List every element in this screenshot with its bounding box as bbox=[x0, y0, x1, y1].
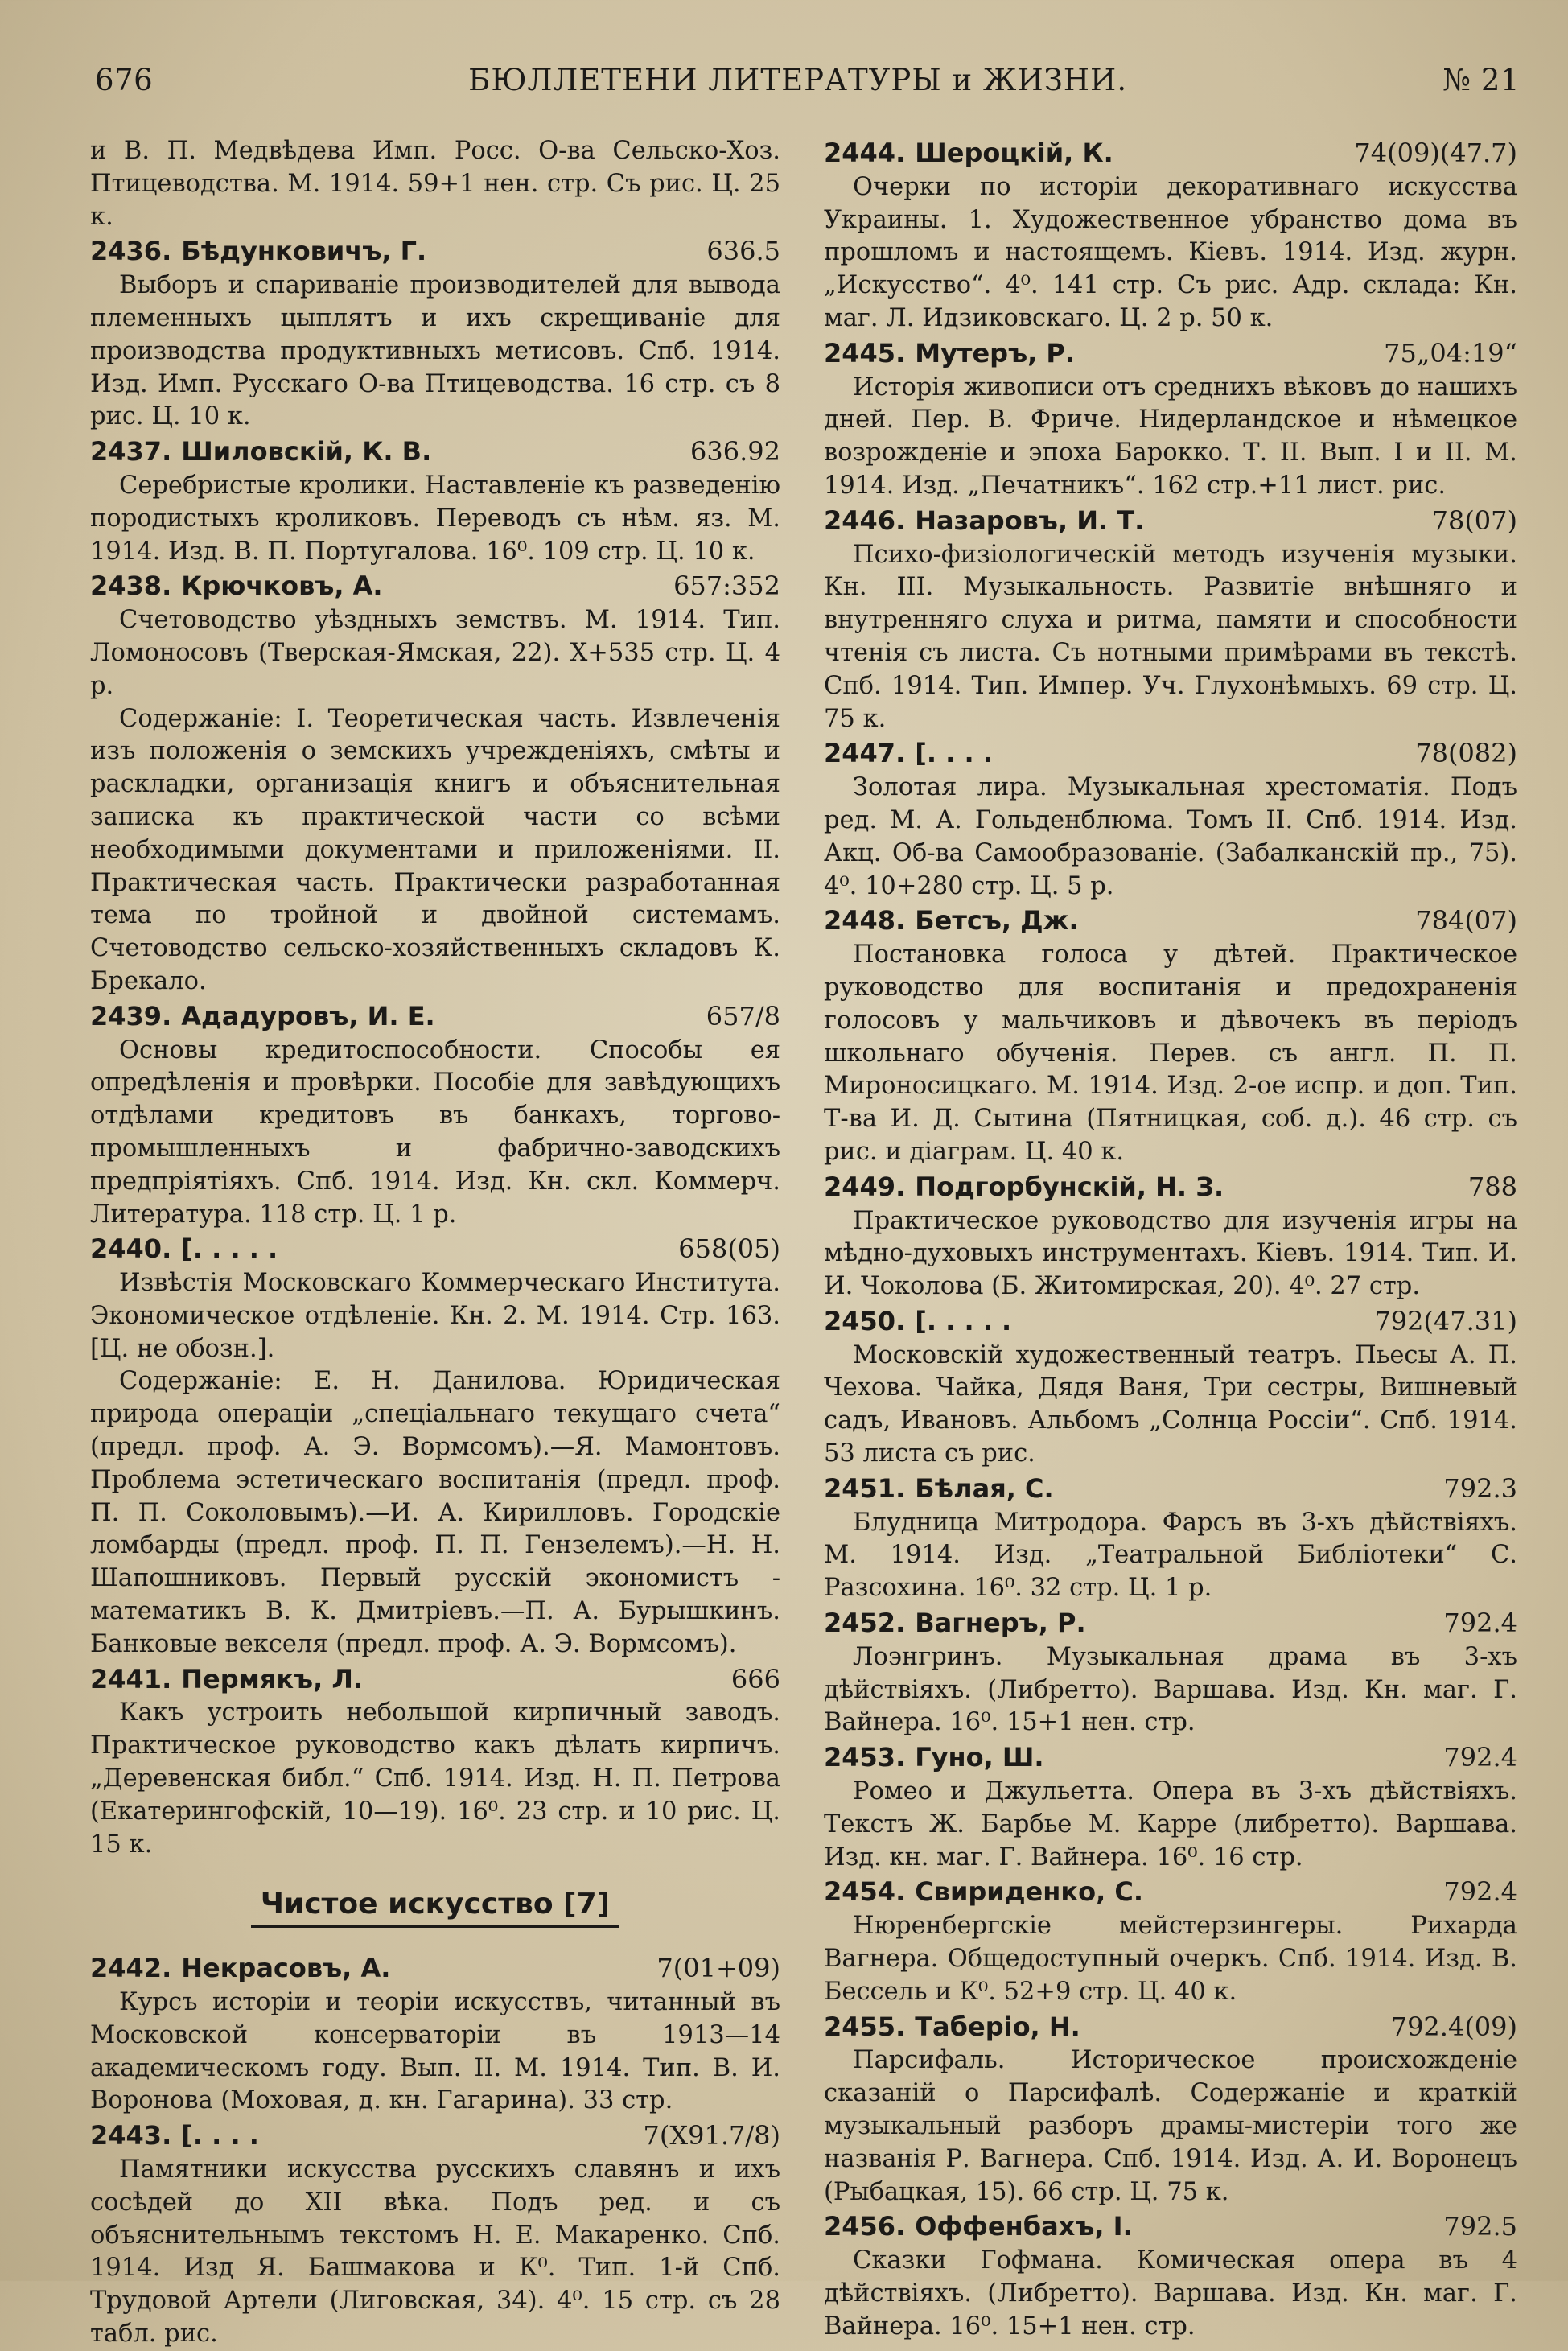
entry-number: 2440. bbox=[90, 1233, 172, 1265]
entry-heading bbox=[90, 235, 780, 270]
entry-number: 2449. bbox=[824, 1171, 906, 1202]
entry-author: Крючковъ, А. bbox=[181, 570, 383, 602]
bibliography-entry bbox=[824, 1741, 1517, 1874]
entry-description: Сказки Гофмана. Комическая опера въ 4 дѣйствіяхъ. (Либретто). Варшава. Изд. Кн. маг. Г. Вайнера. 16⁰. 15+1 нен. стр. bbox=[824, 2246, 1517, 2341]
entry-heading bbox=[824, 337, 1517, 372]
entry-number: 2454. bbox=[824, 1876, 906, 1908]
entry-author: [. . . . . bbox=[915, 1305, 1012, 1336]
entry-description: Серебристые кролики. Наставленіе къ разведенію породистыхъ кроликовъ. Переводъ съ нѣм. яз. М. 1914. Изд. В. П. Португалова. 16⁰. 109 стр. Ц. 10 к. bbox=[90, 471, 780, 566]
entry-number: 2446. bbox=[824, 504, 906, 536]
entry-number-author bbox=[90, 1663, 363, 1698]
entry-heading bbox=[824, 2011, 1517, 2045]
entry-number-author bbox=[90, 1233, 278, 1267]
entry-author: Оффенбахъ, I. bbox=[915, 2211, 1133, 2242]
entry-number-author bbox=[824, 137, 1113, 171]
entry-description: Содержаніе: Е. Н. Данилова. Юридическая природа операціи „спеціальнаго текущаго счета“ (предл. проф. А. Э. Вормсомъ).—Я. Мамонтовъ. Проблема эстетическаго воспитанія (предл. проф. П. П. Соколовымъ).—И. А. Кирилловъ. Городскіе ломбарды (предл. проф. П. П. Гензелемъ).—Н. Н. Шапошниковъ. Первый русскій экономистъ - математикъ В. К. Дмитріевъ.—П. А. Бурышкинъ. Банковые векселя (предл. проф. А. Э. Вормсомъ). bbox=[90, 1367, 780, 1658]
entry-classification: 74(09)(47.7) bbox=[1354, 138, 1517, 168]
right-column bbox=[824, 135, 1517, 2344]
page-header bbox=[95, 63, 1520, 111]
entry-author: [. . . . . bbox=[181, 1233, 278, 1265]
entry-number-author bbox=[90, 235, 426, 270]
entry-author: Пермякъ, Л. bbox=[181, 1663, 364, 1694]
entry-number: 2441. bbox=[90, 1663, 172, 1694]
entry-description: Основы кредитоспособности. Способы ея опредѣленія и провѣрки. Пособіе для завѣдующихъ отдѣлами кредитовъ въ банкахъ, торгово-промышленныхъ и фабрично-заводскихъ предпріятіяхъ. Спб. 1914. Изд. Кн. скл. Коммерч. Литература. 118 стр. Ц. 1 р. bbox=[90, 1036, 780, 1229]
entry-classification: 7(X91.7/8) bbox=[643, 2120, 780, 2151]
entry-classification: 784(07) bbox=[1415, 905, 1517, 937]
entry-number: 2436. bbox=[90, 236, 172, 267]
entry-number-author bbox=[824, 2011, 1080, 2045]
entry-heading bbox=[90, 1663, 780, 1698]
issue-number: № 21 bbox=[1442, 63, 1520, 97]
entry-number: 2451. bbox=[824, 1472, 906, 1504]
bibliography-entry bbox=[90, 1952, 780, 2118]
entry-author: Мутеръ, Р. bbox=[915, 337, 1076, 369]
entry-description: Парсифаль. Историческое происхожденіе сказаній о Парсифалѣ. Содержаніе и краткій музыкальный разборъ драмы-мистеріи того же названія Р. Вагнера. Спб. 1914. Изд. А. И. Воронецъ (Рыбацкая, 15). 66 стр. Ц. 75 к. bbox=[824, 2046, 1517, 2206]
entry-heading bbox=[824, 904, 1517, 939]
entry-number: 2439. bbox=[90, 1000, 172, 1031]
entry-number-author bbox=[824, 337, 1075, 372]
bibliography-entry bbox=[824, 2210, 1517, 2343]
bibliography-entry bbox=[824, 337, 1517, 503]
entry-heading bbox=[824, 504, 1517, 539]
entry-number-author bbox=[90, 1952, 390, 1987]
bibliography-entry bbox=[90, 235, 780, 434]
entry-author: Назаровъ, И. Т. bbox=[915, 504, 1145, 536]
entry-classification: 636.5 bbox=[706, 236, 780, 267]
entry-description: Очерки по исторіи декоративнаго искусства Украины. 1. Художественное убранство дома въ прошломъ и настоящемъ. Кіевъ. 1914. Изд. журн. „Искусство“. 4⁰. 141 стр. Съ рис. Адр. склада: Кн. маг. Л. Идзиковскаго. Ц. 2 р. 50 к. bbox=[824, 172, 1517, 332]
continued-entry-text: и В. П. Медвѣдева Имп. Росс. О-ва Сельско-Хоз. Птицеводства. М. 1914. 59+1 нен. стр. Съ рис. Ц. 25 к. bbox=[90, 137, 780, 231]
entry-author: Некрасовъ, А. bbox=[181, 1953, 391, 1984]
entry-author: Шероцкій, К. bbox=[915, 138, 1113, 168]
entry-author: Подгорбунскій, Н. З. bbox=[915, 1171, 1224, 1202]
entry-number: 2443. bbox=[90, 2120, 172, 2151]
entry-number-author bbox=[90, 2119, 259, 2154]
entry-description: Постановка голоса у дѣтей. Практическое руководство для воспитанія и предохраненія голосовъ у мальчиковъ и дѣвочекъ въ періодъ школьнаго обученія. Перев. съ англ. П. П. Мироносицкаго. М. 1914. Изд. 2-ое испр. и доп. Тип. Т-ва И. Д. Сытина (Пятницкая, соб. д.). 46 стр. съ рис. и діаграм. Ц. 40 к. bbox=[824, 941, 1517, 1166]
bibliography-entry bbox=[824, 2011, 1517, 2209]
entry-classification: 792.4(09) bbox=[1390, 2011, 1517, 2042]
entry-description: Психо-физіологическій методъ изученія музыки. Кн. III. Музыкальность. Развитіе внѣшняго и внутренняго слуха и ритма, памяти и способности чтенія съ листа. Съ нотными примѣрами въ текстѣ. Спб. 1914. Тип. Импер. Уч. Глухонѣмыхъ. 69 стр. Ц. 75 к. bbox=[824, 540, 1517, 733]
entry-number: 2453. bbox=[824, 1742, 906, 1773]
entry-heading bbox=[90, 1952, 780, 1987]
entry-number: 2452. bbox=[824, 1608, 906, 1639]
entry-number-author bbox=[90, 570, 383, 604]
entry-number: 2444. bbox=[824, 138, 906, 168]
entry-description: Нюренбергскіе мейстерзингеры. Рихарда Вагнера. Общедоступный очеркъ. Спб. 1914. Изд. В. Бессель и К⁰. 52+9 стр. Ц. 40 к. bbox=[824, 1912, 1517, 2006]
entries-list-right bbox=[824, 137, 1517, 2344]
entry-description: Памятники искусства русскихъ славянъ и ихъ сосѣдей до XII вѣка. Подъ ред. и съ объяснительнымъ текстомъ Н. Е. Макаренко. Спб. 1914. Изд Я. Башмакова и К⁰. Тип. 1-й Спб. Трудовой Артели (Лиговская, 34). 4⁰. 15 стр. съ 28 табл. рис. bbox=[90, 2155, 780, 2348]
bibliography-entry bbox=[90, 1000, 780, 1232]
entry-author: Бѣлая, С. bbox=[915, 1472, 1054, 1504]
entry-author: [. . . . bbox=[915, 738, 993, 769]
entry-heading bbox=[90, 570, 780, 604]
entry-number-author bbox=[824, 1305, 1011, 1340]
entry-heading bbox=[824, 737, 1517, 772]
entry-number: 2437. bbox=[90, 436, 172, 467]
bibliography-entry bbox=[824, 1607, 1517, 1740]
entry-classification: 792(47.31) bbox=[1374, 1305, 1517, 1336]
entry-description: Ромео и Джульетта. Опера въ 3-хъ дѣйствіяхъ. Текстъ Ж. Барбье М. Карре (либретто). Варшава. Изд. кн. маг. Г. Вайнера. 16⁰. 16 стр. bbox=[824, 1777, 1517, 1871]
entry-number: 2455. bbox=[824, 2011, 906, 2042]
entry-classification: 792.4 bbox=[1443, 1742, 1517, 1773]
entry-description: Счетоводство уѣздныхъ земствъ. М. 1914. Тип. Ломоносовъ (Тверская-Ямская, 22). X+535 стр. Ц. 4 р. bbox=[90, 606, 780, 700]
entry-classification: 78(082) bbox=[1415, 738, 1517, 769]
entry-classification: 657/8 bbox=[706, 1000, 780, 1031]
entry-description: Исторія живописи отъ среднихъ вѣковъ до нашихъ дней. Пер. В. Фриче. Нидерландское и нѣмецкое возрожденіе и эпоха Барокко. Т. II. Вып. I и II. М. 1914. Изд. „Печатникъ“. 162 стр.+11 лист. рис. bbox=[824, 373, 1517, 500]
entry-number: 2450. bbox=[824, 1305, 906, 1336]
entry-author: Гуно, Ш. bbox=[915, 1742, 1044, 1773]
entry-number: 2438. bbox=[90, 570, 172, 602]
bibliography-entry bbox=[824, 904, 1517, 1168]
entry-heading bbox=[824, 1741, 1517, 1776]
entry-description: Какъ устроить небольшой кирпичный заводъ. Практическое руководство какъ дѣлать кирпичъ. „Деревенская библ.“ Спб. 1914. Изд. Н. П. Петрова (Екатерингофскій, 10—19). 16⁰. 23 стр. и 10 рис. Ц. 15 к. bbox=[90, 1698, 780, 1859]
entry-classification: 78(07) bbox=[1431, 504, 1517, 536]
entries-list-a bbox=[90, 235, 780, 1861]
entry-author: Ададуровъ, И. Е. bbox=[181, 1000, 435, 1031]
bibliography-entry bbox=[824, 137, 1517, 336]
left-column bbox=[90, 135, 780, 2351]
entry-number-author bbox=[824, 1875, 1143, 1910]
bibliography-entry bbox=[90, 2119, 780, 2351]
entry-heading bbox=[824, 137, 1517, 171]
entry-number-author bbox=[824, 1741, 1044, 1776]
entry-description: Практическое руководство для изученія игры на мѣдно-духовыхъ инструментахъ. Кіевъ. 1914. Тип. И. И. Чоколова (Б. Житомирская, 20). 4⁰. 27 стр. bbox=[824, 1206, 1517, 1301]
entry-number: 2442. bbox=[90, 1953, 172, 1984]
entry-classification: 792.3 bbox=[1443, 1472, 1517, 1504]
entry-number-author bbox=[824, 1607, 1086, 1641]
entry-classification: 792.4 bbox=[1443, 1608, 1517, 1639]
entry-heading bbox=[824, 1607, 1517, 1641]
entry-classification: 75„04:19“ bbox=[1384, 337, 1517, 369]
bibliography-entry bbox=[824, 1305, 1517, 1471]
entry-classification: 792.5 bbox=[1443, 2211, 1517, 2242]
entry-heading bbox=[90, 1233, 780, 1267]
entry-number-author bbox=[90, 435, 431, 470]
entry-number-author bbox=[824, 1472, 1054, 1507]
entry-author: Бѣдунковичъ, Г. bbox=[181, 236, 427, 267]
entry-heading bbox=[824, 1472, 1517, 1507]
entry-heading bbox=[824, 2210, 1517, 2245]
bibliography-entry bbox=[824, 737, 1517, 903]
entry-heading bbox=[90, 2119, 780, 2154]
entry-author: Бетсъ, Дж. bbox=[915, 905, 1079, 937]
bibliography-entry bbox=[90, 570, 780, 998]
bibliography-entry bbox=[824, 1472, 1517, 1605]
entry-description: Московскій художественный театръ. Пьесы А. П. Чехова. Чайка, Дядя Ваня, Три сестры, Вишневый садъ, Ивановъ. Альбомъ „Солнца Россіи“. Спб. 1914. 53 листа съ рис. bbox=[824, 1340, 1517, 1468]
running-title: БЮЛЛЕТЕНИ ЛИТЕРАТУРЫ и ЖИЗНИ. bbox=[468, 63, 1128, 97]
entry-description: Курсъ исторіи и теоріи искусствъ, читанный въ Московской консерваторіи въ 1913—14 академическомъ году. Вып. II. М. 1914. Тип. В. И. Воронова (Моховая, д. кн. Гагарина). 33 стр. bbox=[90, 1988, 780, 2115]
entry-classification: 636.92 bbox=[690, 436, 780, 467]
entry-classification: 657:352 bbox=[673, 570, 780, 602]
entry-classification: 792.4 bbox=[1443, 1876, 1517, 1908]
entry-description: Золотая лира. Музыкальная хрестоматія. Подъ ред. М. А. Гольденблюма. Томъ II. Спб. 1914. Изд. Акц. Об-ва Самообразованіе. (Забалканскій пр., 75). 4⁰. 10+280 стр. Ц. 5 р. bbox=[824, 773, 1517, 900]
entry-number-author bbox=[824, 504, 1144, 539]
bibliography-entry bbox=[824, 504, 1517, 736]
entry-heading bbox=[90, 435, 780, 470]
section-heading bbox=[90, 1888, 780, 1928]
entry-author: [. . . . bbox=[181, 2120, 259, 2151]
entry-number: 2456. bbox=[824, 2211, 906, 2242]
bibliography-entry bbox=[824, 1875, 1517, 2008]
entry-number-author bbox=[90, 1000, 435, 1035]
bibliography-entry bbox=[90, 1663, 780, 1862]
entry-classification: 666 bbox=[730, 1663, 780, 1694]
entries-list-b bbox=[90, 1952, 780, 2351]
bibliography-entry bbox=[824, 1171, 1517, 1303]
entry-description: Блудница Митродора. Фарсъ въ 3-хъ дѣйствіяхъ. М. 1914. Изд. „Театральной Библіотеки“ С. Разсохина. 16⁰. 32 стр. Ц. 1 р. bbox=[824, 1508, 1517, 1603]
entry-number: 2448. bbox=[824, 905, 906, 937]
entry-number: 2447. bbox=[824, 738, 906, 769]
section-title: Чистое искусство [7] bbox=[251, 1888, 619, 1928]
entry-classification: 658(05) bbox=[678, 1233, 780, 1265]
entry-heading bbox=[90, 1000, 780, 1035]
entry-number-author bbox=[824, 904, 1079, 939]
entry-author: Таберіо, Н. bbox=[915, 2011, 1080, 2042]
entry-heading bbox=[824, 1171, 1517, 1205]
entry-author: Вагнеръ, Р. bbox=[915, 1608, 1086, 1639]
entry-classification: 788 bbox=[1467, 1171, 1517, 1202]
entry-number: 2445. bbox=[824, 337, 906, 369]
bibliography-entry bbox=[90, 435, 780, 568]
entry-description: Лоэнгринъ. Музыкальная драма въ 3-хъ дѣйствіяхъ. (Либретто). Варшава. Изд. Кн. маг. Г. Вайнера. 16⁰. 15+1 нен. стр. bbox=[824, 1642, 1517, 1737]
entry-author: Шиловскій, К. В. bbox=[181, 436, 432, 467]
entry-heading bbox=[824, 1875, 1517, 1910]
entry-description: Извѣстія Московскаго Коммерческаго Института. Экономическое отдѣленіе. Кн. 2. М. 1914. Стр. 163. [Ц. не обозн.]. bbox=[90, 1269, 780, 1363]
bibliography-entry bbox=[90, 1233, 780, 1661]
entry-number-author bbox=[824, 1171, 1224, 1205]
entry-author: Свириденко, С. bbox=[915, 1876, 1143, 1908]
entry-description: Выборъ и спариваніе производителей для вывода племенныхъ цыплятъ и ихъ скрещиваніе для производства продуктивныхъ метисовъ. Спб. 1914. Изд. Имп. Русскаго О-ва Птицеводства. 16 стр. съ 8 рис. Ц. 10 к. bbox=[90, 271, 780, 431]
entry-classification: 7(01+09) bbox=[656, 1953, 780, 1984]
entry-heading bbox=[824, 1305, 1517, 1340]
page-number: 676 bbox=[95, 63, 154, 97]
entry-description: Содержаніе: I. Теоретическая часть. Извлеченія изъ положенія о земскихъ учрежденіяхъ, смѣты и раскладки, организація книгъ и объяснительная записка къ практической части со всѣми необходимыми документами и приложеніями. II. Практическая часть. Практически разработанная тема по тройной и двойной системамъ. Счетоводство сельско-хозяйственныхъ складовъ К. Брекало. bbox=[90, 704, 780, 995]
entry-number-author bbox=[824, 737, 993, 772]
entry-number-author bbox=[824, 2210, 1133, 2245]
